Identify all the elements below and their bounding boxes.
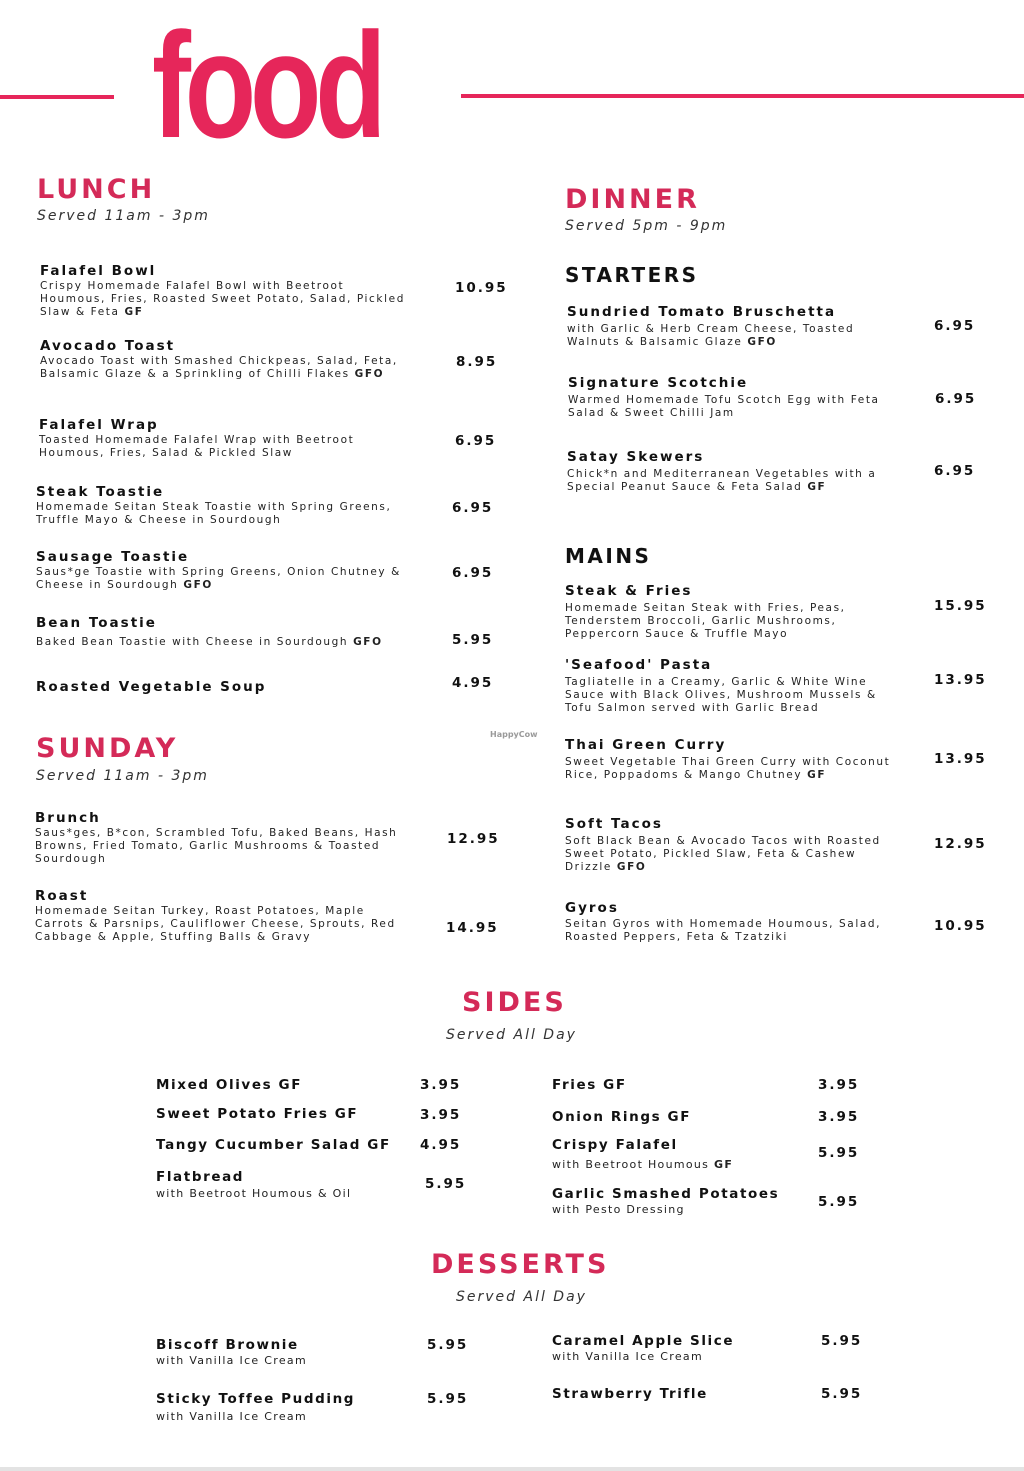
side-item-sub: with Pesto Dressing xyxy=(552,1203,685,1216)
item-desc: Baked Bean Toastie with Cheese in Sourdough GFO xyxy=(36,636,383,648)
sides-title: SIDES xyxy=(462,987,567,1018)
menu-item xyxy=(36,484,406,527)
dessert-item-name: Strawberry Trifle xyxy=(552,1386,708,1402)
item-name: Roasted Vegetable Soup xyxy=(36,679,267,695)
dessert-item-name: Caramel Apple Slice xyxy=(552,1333,735,1349)
item-desc: Soft Black Bean & Avocado Tacos with Roasted Sweet Potato, Pickled Slaw, Feta & Cashew Drizzle GFO xyxy=(565,835,881,873)
menu-item xyxy=(567,449,907,494)
item-price: 13.95 xyxy=(934,751,987,767)
item-price: 15.95 xyxy=(934,598,987,614)
dessert-item-price: 5.95 xyxy=(427,1337,469,1353)
item-desc: with Garlic & Herb Cream Cheese, Toasted Walnuts & Balsamic Glaze GFO xyxy=(567,323,855,348)
menu-item xyxy=(565,583,895,641)
item-name: Sausage Toastie xyxy=(36,549,190,565)
page-bottom-edge xyxy=(0,1467,1024,1471)
item-desc: Avocado Toast with Smashed Chickpeas, Salad, Feta, Balsamic Glaze & a Sprinkling of Chilli Flakes GFO xyxy=(40,355,398,380)
side-item-name: Flatbread xyxy=(156,1169,245,1185)
sunday-title: SUNDAY xyxy=(36,733,179,764)
item-name: Thai Green Curry xyxy=(565,737,727,753)
side-item-name: Fries GF xyxy=(552,1077,627,1093)
item-price: 8.95 xyxy=(456,354,498,370)
menu-item xyxy=(567,304,897,349)
side-item-sub: with Beetroot Houmous GF xyxy=(552,1158,734,1171)
side-item-price: 4.95 xyxy=(420,1137,462,1153)
menu-item xyxy=(40,263,410,319)
item-desc: Tagliatelle in a Creamy, Garlic & White Wine Sauce with Black Olives, Mushroom Mussels & Tofu Salmon served with Garlic Bread xyxy=(565,676,877,714)
item-name: Satay Skewers xyxy=(567,449,705,465)
item-price: 6.95 xyxy=(934,318,976,334)
menu-item xyxy=(36,615,416,649)
menu-item xyxy=(36,549,406,592)
item-desc: Homemade Seitan Steak Toastie with Spring Greens, Truffle Mayo & Cheese in Sourdough xyxy=(36,501,392,526)
item-price: 12.95 xyxy=(934,836,987,852)
dessert-item-price: 5.95 xyxy=(427,1391,469,1407)
item-desc: Saus*ge Toastie with Spring Greens, Onion Chutney & Cheese in Sourdough GFO xyxy=(36,566,401,591)
side-item-name: Tangy Cucumber Salad GF xyxy=(156,1137,391,1153)
menu-item xyxy=(35,810,410,866)
dessert-item-sub: with Vanilla Ice Cream xyxy=(552,1350,703,1363)
dessert-item-name: Sticky Toffee Pudding xyxy=(156,1391,356,1407)
item-name: Roast xyxy=(35,888,89,904)
dinner-served: Served 5pm - 9pm xyxy=(565,218,728,234)
menu-item xyxy=(35,888,410,944)
sides-served: Served All Day xyxy=(446,1027,577,1043)
item-name: Sundried Tomato Bruschetta xyxy=(567,304,837,320)
menu-item xyxy=(40,338,410,381)
item-desc: Crispy Homemade Falafel Bowl with Beetroot Houmous, Fries, Roasted Sweet Potato, Salad, Pickled Slaw & Feta GF xyxy=(40,280,405,318)
desserts-served: Served All Day xyxy=(456,1289,587,1305)
item-desc: Seitan Gyros with Homemade Houmous, Salad, Roasted Peppers, Feta & Tzatziki xyxy=(565,918,882,943)
item-price: 6.95 xyxy=(452,565,494,581)
header-rule-right xyxy=(461,94,1024,98)
dessert-item-price: 5.95 xyxy=(821,1386,863,1402)
item-desc: Warmed Homemade Tofu Scotch Egg with Feta Salad & Sweet Chilli Jam xyxy=(568,394,880,419)
lunch-served: Served 11am - 3pm xyxy=(37,208,210,224)
side-item-price: 5.95 xyxy=(425,1176,467,1192)
dessert-item-sub: with Vanilla Ice Cream xyxy=(156,1354,307,1367)
item-price: 6.95 xyxy=(934,463,976,479)
item-name: Brunch xyxy=(35,810,101,826)
page-title: food xyxy=(152,1,381,169)
item-price: 6.95 xyxy=(452,500,494,516)
item-price: 14.95 xyxy=(446,920,499,936)
desserts-title: DESSERTS xyxy=(431,1249,610,1280)
menu-item xyxy=(39,417,409,460)
menu-item xyxy=(565,816,885,874)
item-name: Falafel Wrap xyxy=(39,417,159,433)
side-item-name: Garlic Smashed Potatoes xyxy=(552,1186,780,1202)
sunday-served: Served 11am - 3pm xyxy=(36,768,209,784)
item-name: Bean Toastie xyxy=(36,615,157,631)
starters-title: STARTERS xyxy=(565,263,699,287)
item-desc: Homemade Seitan Turkey, Roast Potatoes, Maple Carrots & Parsnips, Cauliflower Cheese, Sprouts, Red Cabbage & Apple, Stuffing Balls & Gravy xyxy=(35,905,396,943)
item-price: 10.95 xyxy=(934,918,987,934)
dessert-item-name: Biscoff Brownie xyxy=(156,1337,299,1353)
item-desc: Sweet Vegetable Thai Green Curry with Coconut Rice, Poppadoms & Mango Chutney GF xyxy=(565,756,891,781)
item-price: 4.95 xyxy=(452,675,494,691)
menu-item xyxy=(565,657,895,715)
side-item-price: 5.95 xyxy=(818,1145,860,1161)
item-price: 5.95 xyxy=(452,632,494,648)
side-item-price: 5.95 xyxy=(818,1194,860,1210)
item-name: Falafel Bowl xyxy=(40,263,157,279)
side-item-price: 3.95 xyxy=(818,1077,860,1093)
item-name: 'Seafood' Pasta xyxy=(565,657,713,673)
side-item-price: 3.95 xyxy=(818,1109,860,1125)
side-item-name: Sweet Potato Fries GF xyxy=(156,1106,359,1122)
item-name: Gyros xyxy=(565,900,619,916)
menu-item xyxy=(36,679,416,695)
dinner-title: DINNER xyxy=(565,184,700,215)
side-item-sub: with Beetroot Houmous & Oil xyxy=(156,1187,352,1200)
menu-item xyxy=(565,900,895,944)
dessert-item-price: 5.95 xyxy=(821,1333,863,1349)
item-desc: Toasted Homemade Falafel Wrap with Beetroot Houmous, Fries, Salad & Pickled Slaw xyxy=(39,434,355,459)
side-item-name: Mixed Olives GF xyxy=(156,1077,303,1093)
menu-item xyxy=(568,375,898,420)
item-price: 6.95 xyxy=(455,433,497,449)
header-rule-left xyxy=(0,95,114,99)
dessert-item-sub: with Vanilla Ice Cream xyxy=(156,1410,307,1423)
menu-item xyxy=(565,737,905,782)
item-price: 10.95 xyxy=(455,280,508,296)
item-name: Steak Toastie xyxy=(36,484,165,500)
item-name: Signature Scotchie xyxy=(568,375,749,391)
lunch-title: LUNCH xyxy=(37,174,156,205)
side-item-price: 3.95 xyxy=(420,1077,462,1093)
item-price: 13.95 xyxy=(934,672,987,688)
item-name: Avocado Toast xyxy=(40,338,176,354)
watermark: HappyCow xyxy=(490,730,538,739)
side-item-price: 3.95 xyxy=(420,1107,462,1123)
item-name: Soft Tacos xyxy=(565,816,663,832)
item-desc: Homemade Seitan Steak with Fries, Peas, Tenderstem Broccoli, Garlic Mushrooms, Peppercorn Sauce & Truffle Mayo xyxy=(565,602,846,640)
item-name: Steak & Fries xyxy=(565,583,693,599)
item-desc: Saus*ges, B*con, Scrambled Tofu, Baked Beans, Hash Browns, Fried Tomato, Garlic Mushrooms & Toasted Sourdough xyxy=(35,827,398,865)
side-item-name: Onion Rings GF xyxy=(552,1109,692,1125)
side-item-name: Crispy Falafel xyxy=(552,1137,678,1153)
item-desc: Chick*n and Mediterranean Vegetables with a Special Peanut Sauce & Feta Salad GF xyxy=(567,468,877,493)
mains-title: MAINS xyxy=(565,544,652,568)
item-price: 12.95 xyxy=(447,831,500,847)
item-price: 6.95 xyxy=(935,391,977,407)
